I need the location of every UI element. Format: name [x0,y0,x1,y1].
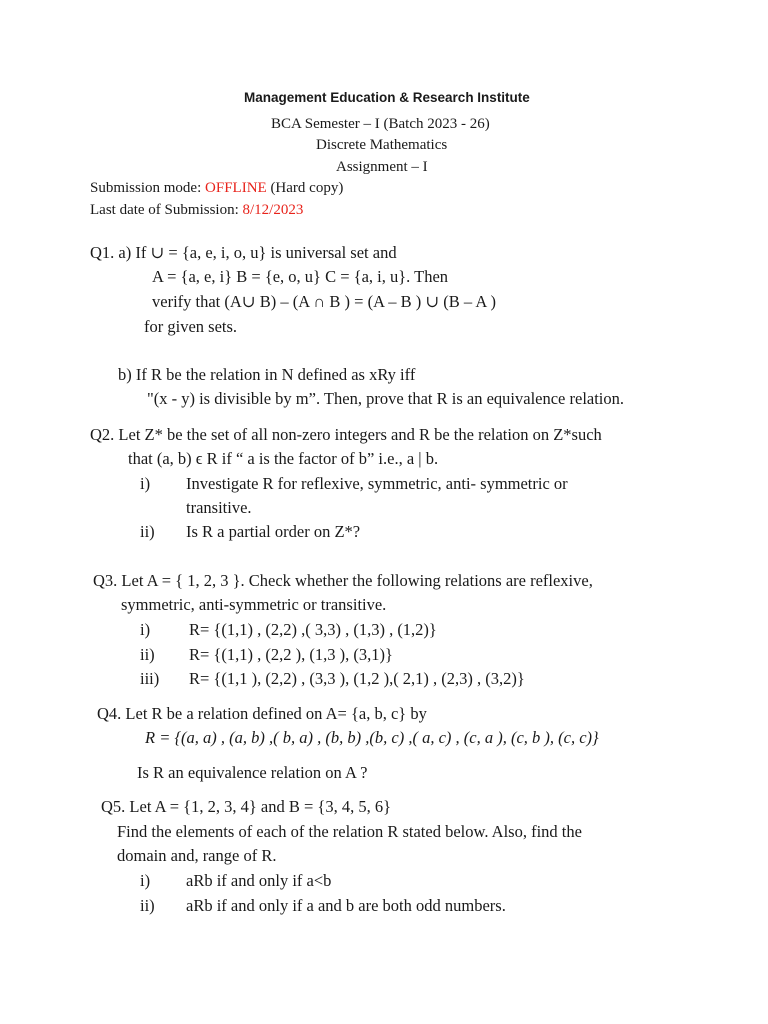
submission-mode-value: OFFLINE [205,180,267,196]
institute-title: Management Education & Research Institute [244,90,530,105]
q5-line2: Find the elements of each of the relation R stated below. Also, find the [117,822,582,841]
q3-ii-text: R= {(1,1) , (2,2 ), (1,3 ), (3,1)} [189,645,393,664]
q5-line1: Q5. Let A = {1, 2, 3, 4} and B = {3, 4, 5, 6} [101,797,391,816]
q4-line3: Is R an equivalence relation on A ? [137,763,368,782]
q2-line2: that (a, b) ϵ R if “ a is the factor of b” i.e., a | b. [128,449,439,468]
q2-ii-text: Is R a partial order on Z*? [186,522,361,541]
q3-line1: Q3. Let A = { 1, 2, 3 }. Check whether the following relations are reflexive, [93,571,593,590]
subject-line: Discrete Mathematics [316,137,448,153]
q1-b-line2: "(x - y) is divisible by m”. Then, prove that R is an equivalence relation. [147,389,625,408]
q1-a-line1: Q1. a) If ∪ = {a, e, i, o, u} is universal set and [90,243,397,262]
q5-ii-text: aRb if and only if a and b are both odd numbers. [186,896,506,915]
q2-line1: Q2. Let Z* be the set of all non-zero integers and R be the relation on Z*such [90,425,602,444]
q3-i-text: R= {(1,1) , (2,2) ,( 3,3) , (1,3) , (1,2)} [189,620,437,639]
semester-line: BCA Semester – I (Batch 2023 - 26) [271,116,490,132]
q2-i-num: i) [140,474,151,493]
submission-mode [90,180,343,197]
q5-i-num: i) [140,871,151,890]
submission-mode-note: (Hard copy) [266,180,344,196]
q4-relation: R = {(a, a) , (a, b) ,( b, a) , (b, b) ,(b, c) ,( a, c) , (c, a ), (c, b ), (c, c)} [145,728,599,747]
submission-mode-label: Submission mode: [90,180,206,196]
q5-line3: domain and, range of R. [117,846,277,865]
q3-line2: symmetric, anti-symmetric or transitive. [121,595,387,614]
q3-iii-num: iii) [140,669,160,688]
q1-b-line1: b) If R be the relation in N defined as xRy iff [118,365,416,384]
last-date-value: 8/12/2023 [242,202,304,218]
q5-i-text: aRb if and only if a<b [186,871,332,890]
last-date-label: Last date of Submission: [90,202,243,218]
q2-ii-num: ii) [140,522,155,541]
assignment-line: Assignment – I [336,159,428,175]
q3-ii-num: ii) [140,645,155,664]
q1-a-line2: A = {a, e, i} B = {e, o, u} C = {a, i, u}. Then [152,267,449,286]
last-date [90,202,303,219]
q2-i-text: Investigate R for reflexive, symmetric, anti- symmetric or [186,474,568,493]
q5-ii-num: ii) [140,896,155,915]
q1-a-line3: verify that (A∪ B) – (A ∩ B ) = (A – B ) ∪ (B – A ) [152,292,497,311]
q1-a-line4: for given sets. [144,317,238,336]
q3-iii-text: R= {(1,1 ), (2,2) , (3,3 ), (1,2 ),( 2,1) , (2,3) , (3,2)} [189,669,525,688]
q3-i-num: i) [140,620,151,639]
q4-line1: Q4. Let R be a relation defined on A= {a, b, c} by [97,704,427,723]
q2-i-text2: transitive. [186,498,252,517]
